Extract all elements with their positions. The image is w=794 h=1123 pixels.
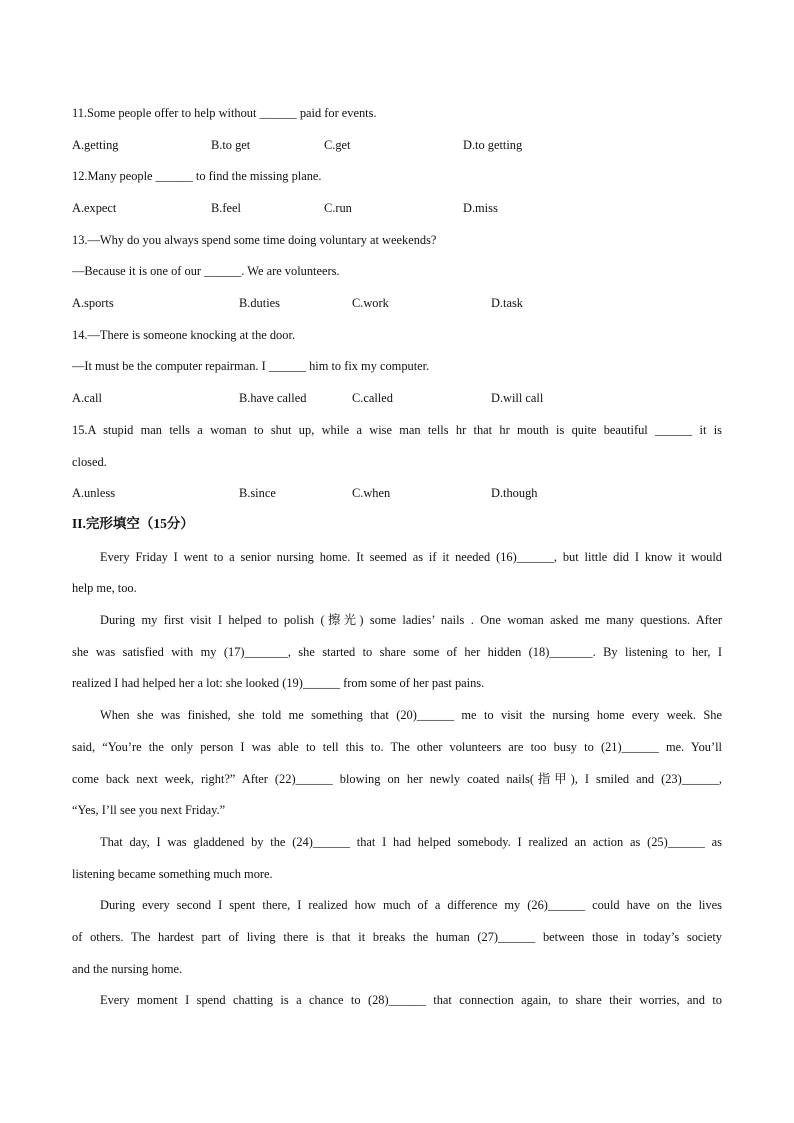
passage-line: When she was finished, she told me something that (20)______ me to visit the nursing home every week. She — [100, 708, 722, 722]
passage-line: of others. The hardest part of living there is that it breaks the human (27)______ between those in today’s society — [72, 930, 722, 944]
question-12-stem: 12.Many people ______ to find the missing plane. — [72, 169, 322, 183]
passage-line: Every Friday I went to a senior nursing home. It seemed as if it needed (16)______, but little did I know it would — [100, 550, 722, 564]
option-d: D.will call — [491, 391, 544, 405]
option-d: D.though — [491, 486, 538, 500]
option-a: A.getting — [72, 138, 119, 152]
option-b: B.to get — [211, 138, 251, 152]
question-13-reply: —Because it is one of our ______. We are volunteers. — [72, 264, 340, 278]
option-c: C.called — [352, 391, 393, 405]
option-a: A.unless — [72, 486, 116, 500]
option-b: B.duties — [239, 296, 280, 310]
option-c: C.run — [324, 201, 352, 215]
passage-line: listening became something much more. — [72, 867, 273, 881]
passage-line: come back next week, right?” After (22)______ blowing on her newly coated nails(指甲), I smiled and (23)______, — [72, 772, 722, 786]
passage-line: help me, too. — [72, 581, 137, 595]
question-14-options — [72, 390, 722, 406]
passage-line: During every second I spent there, I realized how much of a difference my (26)______ could have on the lives — [100, 898, 722, 912]
option-d: D.to getting — [463, 138, 523, 152]
option-c: C.when — [352, 486, 391, 500]
question-14-stem: 14.—There is someone knocking at the door. — [72, 328, 295, 342]
passage-line: “Yes, I’ll see you next Friday.” — [72, 803, 226, 817]
option-a: A.sports — [72, 296, 114, 310]
passage-line: she was satisfied with my (17)_______, she started to share some of her hidden (18)_______. By listening to her, I — [72, 645, 722, 659]
question-13-stem: 13.—Why do you always spend some time doing voluntary at weekends? — [72, 233, 437, 247]
question-12-options — [72, 200, 722, 216]
passage-line: During my first visit I helped to polish (擦光) some ladies’ nails . One woman asked me many questions. After — [100, 613, 722, 627]
option-b: B.have called — [239, 391, 307, 405]
passage-line: realized I had helped her a lot: she looked (19)______ from some of her past pains. — [72, 676, 485, 690]
question-15-options — [72, 485, 722, 501]
option-b: B.feel — [211, 201, 241, 215]
passage-line: Every moment I spend chatting is a chance to (28)______ that connection again, to share their worries, and to — [100, 993, 722, 1007]
option-a: A.expect — [72, 201, 117, 215]
option-d: D.miss — [463, 201, 498, 215]
question-11-options — [72, 137, 722, 153]
option-c: C.work — [352, 296, 389, 310]
option-b: B.since — [239, 486, 276, 500]
passage-line: said, “You’re the only person I was able to tell this to. The other volunteers are too busy to (21)______ me. You’ll — [72, 740, 722, 754]
option-c: C.get — [324, 138, 351, 152]
option-a: A.call — [72, 391, 102, 405]
question-15-stem: 15.A stupid man tells a woman to shut up, while a wise man tells hr that hr mouth is quite beautiful ______ it is — [72, 423, 722, 437]
option-d: D.task — [491, 296, 524, 310]
passage-line: and the nursing home. — [72, 962, 183, 976]
section-heading: II.完形填空（15分） — [72, 516, 194, 531]
question-13-options — [72, 295, 722, 311]
question-14-reply: —It must be the computer repairman. I ______ him to fix my computer. — [72, 359, 430, 373]
question-15-stem-cont: closed. — [72, 455, 107, 469]
passage-line: That day, I was gladdened by the (24)______ that I had helped somebody. I realized an action as (25)______ as — [100, 835, 722, 849]
question-11-stem: 11.Some people offer to help without ______ paid for events. — [72, 106, 377, 120]
